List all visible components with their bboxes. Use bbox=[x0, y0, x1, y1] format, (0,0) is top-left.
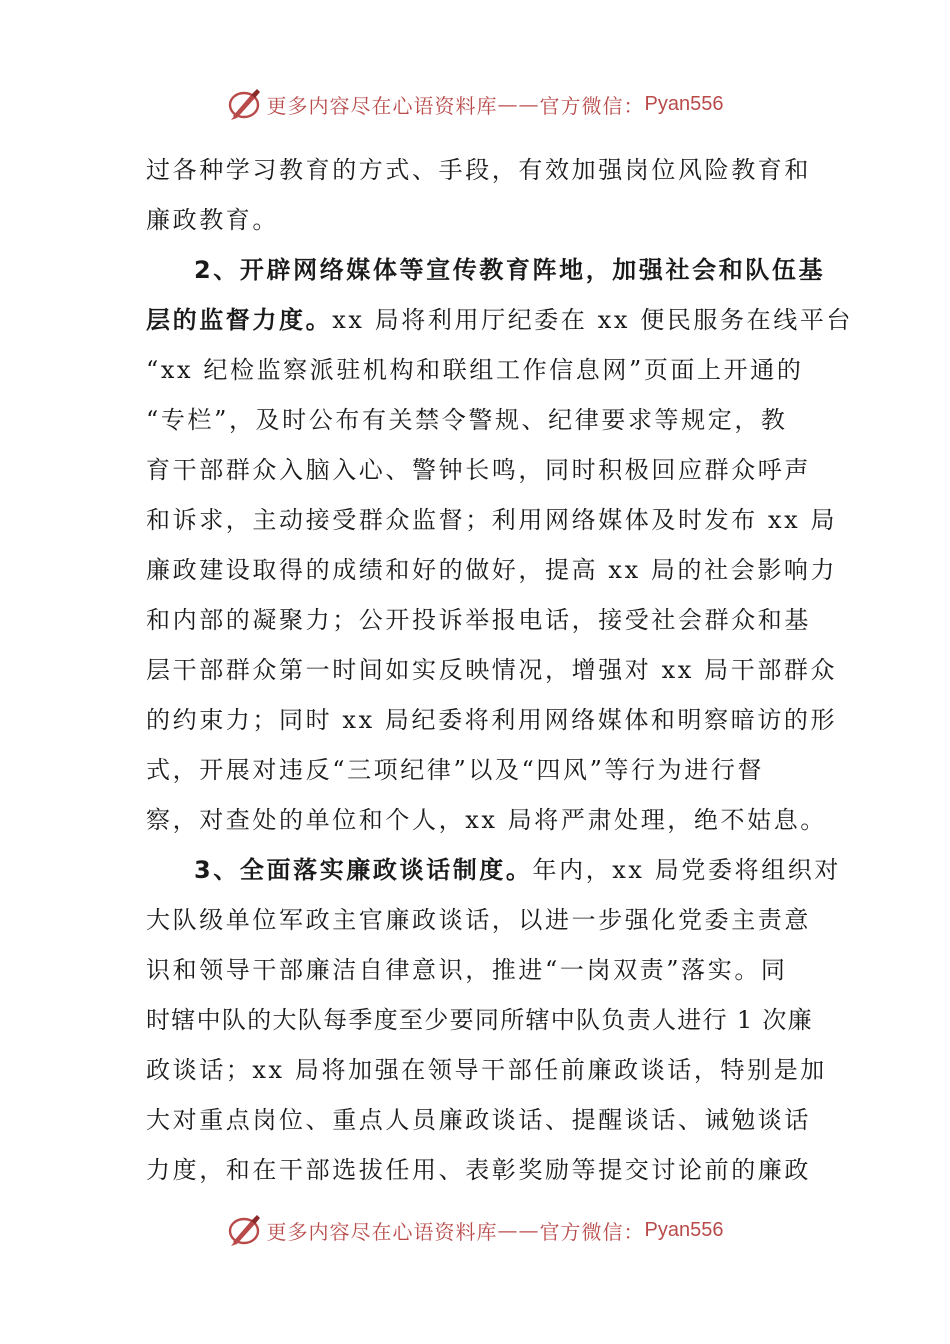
text-line: 廉政建设取得的成绩和好的做好，提高 xx 局的社会影响力 bbox=[146, 556, 838, 584]
text-line: 识和领导干部廉洁自律意识，推进“一岗双责”落实。同 bbox=[146, 956, 788, 984]
text-line: 察，对查处的单位和个人，xx 局将严肃处理，绝不姑息。 bbox=[146, 806, 827, 834]
text-line: 政谈话；xx 局将加强在领导干部任前廉政谈话，特别是加 bbox=[146, 1056, 827, 1084]
text-line: 式，开展对违反“三项纪律”以及“四风”等行为进行督 bbox=[146, 756, 765, 784]
text-line: 和诉求，主动接受群众监督；利用网络媒体及时发布 xx 局 bbox=[146, 506, 838, 534]
text-line: 和内部的凝聚力；公开投诉举报电话，接受社会群众和基 bbox=[146, 606, 811, 634]
text-line: 层的监督力度。xx 局将利用厅纪委在 xx 便民服务在线平台 bbox=[146, 306, 854, 334]
watermark-wechat-id: Pyan556 bbox=[644, 1218, 724, 1241]
document-body bbox=[146, 145, 854, 1195]
watermark-wechat-id: Pyan556 bbox=[644, 92, 724, 115]
text-line: 大队级单位军政主官廉政谈话，以进一步强化党委主责意 bbox=[146, 906, 811, 934]
watermark-dash: —— bbox=[497, 1218, 540, 1242]
watermark-text: 更多内容尽在心语资料库 bbox=[266, 1219, 498, 1244]
header-watermark bbox=[0, 82, 950, 126]
text-line: 育干部群众入脑入心、警钟长鸣，同时积极回应群众呼声 bbox=[146, 456, 811, 484]
pen-logo-icon bbox=[227, 1212, 263, 1248]
text-line: 大对重点岗位、重点人员廉政谈话、提醒谈话、诫勉谈话 bbox=[146, 1106, 811, 1134]
text-line: 时辖中队的大队每季度至少要同所辖中队负责人进行 1 次廉 bbox=[146, 1006, 813, 1034]
section-heading: 2、开辟网络媒体等宣传教育阵地，加强社会和队伍基 bbox=[194, 256, 826, 284]
pen-logo-icon bbox=[227, 86, 263, 122]
text-line: 廉政教育。 bbox=[146, 206, 279, 234]
text-line: 的约束力；同时 xx 局纪委将利用网络媒体和明察暗访的形 bbox=[146, 706, 838, 734]
watermark-wechat-label: 官方微信： bbox=[539, 1219, 645, 1244]
footer-watermark bbox=[0, 1208, 950, 1252]
text-line: 过各种学习教育的方式、手段，有效加强岗位风险教育和 bbox=[146, 156, 811, 184]
watermark-wechat-label: 官方微信： bbox=[539, 93, 645, 118]
text-line: “xx 纪检监察派驻机构和联组工作信息网”页面上开通的 bbox=[146, 356, 804, 384]
watermark-text: 更多内容尽在心语资料库 bbox=[266, 93, 498, 118]
watermark-dash: —— bbox=[497, 92, 540, 116]
text-line: 层干部群众第一时间如实反映情况，增强对 xx 局干部群众 bbox=[146, 656, 838, 684]
section-heading: 3、全面落实廉政谈话制度。年内，xx 局党委将组织对 bbox=[194, 856, 841, 884]
text-line: “专栏”，及时公布有关禁令警规、纪律要求等规定，教 bbox=[146, 406, 788, 434]
text-line: 力度，和在干部选拔任用、表彰奖励等提交讨论前的廉政 bbox=[146, 1156, 811, 1184]
